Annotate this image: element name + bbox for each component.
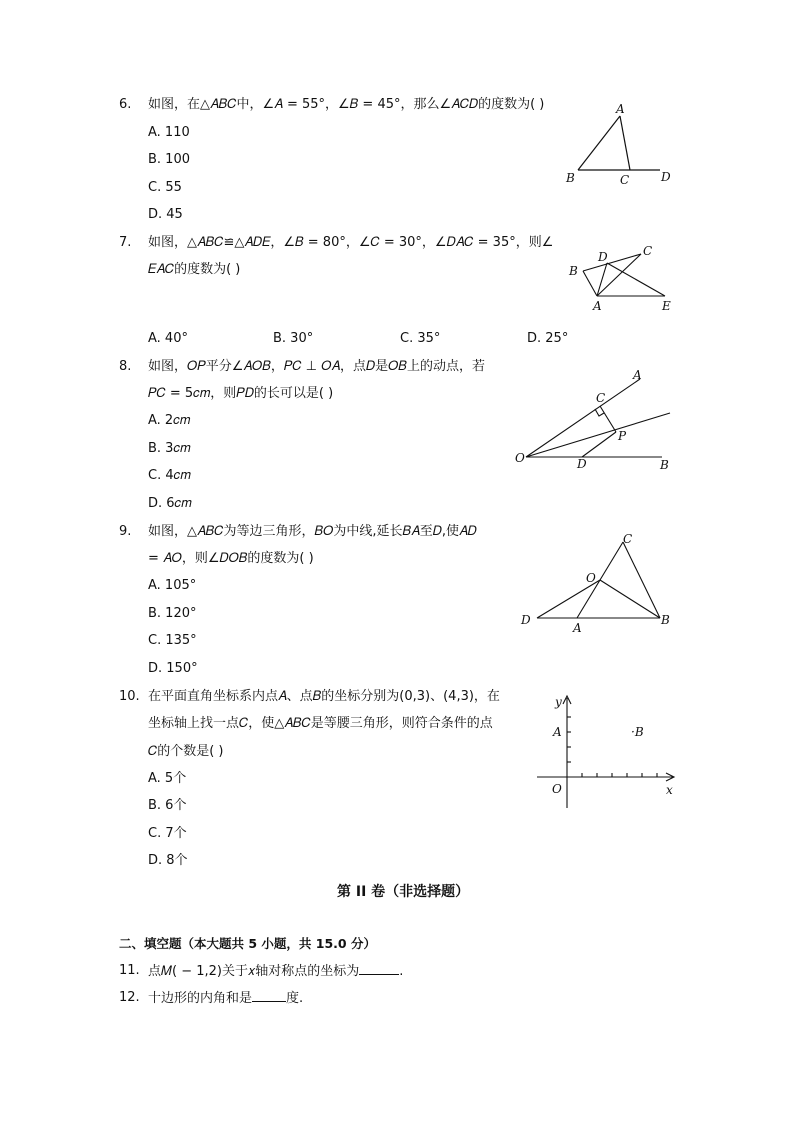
q12-stem [148,989,303,1008]
q10-stem-line2: 坐标轴上找一点𝐶，使△𝐴𝐵𝐶是等腰三角形，则符合条件的点 [148,716,493,731]
q8-stem-line2: 𝑃𝐶 = 5𝑐𝑚，则𝑃𝐷的长可以是( ) [148,386,334,401]
q9-stem-line2: = 𝐴𝑂，则∠𝐷𝑂𝐵的度数为( ) [148,551,314,566]
q10-figure [535,690,680,810]
q6-label-c: C [620,173,630,187]
q6-label-b: B [566,171,575,185]
q6-option-a: A. 110 [148,125,190,140]
q7-number: 7. [119,235,132,250]
q12-text: 十边形的内角和是 [148,991,253,1006]
q8-label-p: P [618,429,627,443]
q8-number: 8. [119,359,132,374]
q7-label-d: D [598,250,608,264]
q10-option-c: C. 7个 [148,826,187,841]
q9-label-c: C [623,532,633,546]
q8-figure [512,365,677,475]
q9-option-d: D. 150° [148,661,198,676]
section2-title: 二、填空题（本大题共 5 小题，共 15.0 分） [119,936,376,951]
q6-label-a: A [616,102,625,116]
q6-label-d: D [661,170,671,184]
q7-stem-line1: 如图，△𝐴𝐵𝐶≌△𝐴𝐷𝐸，∠𝐵 = 80°，∠𝐶 = 30°，∠𝐷𝐴𝐶 = 35°，则∠ [148,235,554,250]
q9-option-a: A. 105° [148,578,197,593]
q9-label-d: D [521,613,531,627]
q6-stem: 如图，在△𝐴𝐵𝐶中，∠𝐴 = 55°，∠𝐵 = 45°，那么∠𝐴𝐶𝐷的度数为( ) [148,97,545,112]
part2-title: 第 II 卷（非选择题） [337,884,470,900]
q9-number: 9. [119,524,132,539]
q7-figure [565,240,680,315]
q10-stem-line1: 在平面直角坐标系内点𝐴、点𝐵的坐标分别为(0,3)、(4,3)，在 [148,689,500,704]
q8-option-c: C. 4𝑐𝑚 [148,468,191,483]
q7-option-d: D. 25° [527,331,569,346]
q12-answer-blank[interactable] [252,989,286,1002]
q6-number: 6. [119,97,132,112]
q9-option-c: C. 135° [148,633,197,648]
q11-number: 11. [119,963,140,978]
q10-label-y: y [555,695,562,709]
q6-option-d: D. 45 [148,207,183,222]
q7-option-b: B. 30° [273,331,314,346]
q8-label-b: B [660,458,669,472]
q11-stem [148,962,403,981]
q7-label-e: E [662,299,671,313]
q9-label-b: B [661,613,670,627]
q9-stem-line1: 如图，△𝐴𝐵𝐶为等边三角形，𝐵𝑂为中线,延长𝐵𝐴至𝐷,使𝐴𝐷 [148,524,477,539]
q6-option-c: C. 55 [148,180,182,195]
q10-option-a: A. 5个 [148,771,187,786]
q10-label-o: O [552,782,562,796]
q12-end: 度. [286,991,304,1006]
q10-label-x: x [666,783,673,797]
q11-end: . [399,964,404,979]
q8-label-c: C [596,391,606,405]
q9-figure [515,528,680,638]
q8-label-o: O [515,451,525,465]
q10-number: 10. [119,689,140,704]
q6-option-b: B. 100 [148,152,190,167]
q7-label-b: B [569,264,578,278]
q8-stem-line1: 如图，𝑂𝑃平分∠𝐴𝑂𝐵，𝑃𝐶 ⊥ 𝑂𝐴，点𝐷是𝑂𝐵上的动点，若 [148,359,485,374]
q9-option-b: B. 120° [148,606,197,621]
q12-number: 12. [119,990,140,1005]
q6-figure [560,100,680,190]
q10-option-d: D. 8个 [148,853,188,868]
q10-option-b: B. 6个 [148,798,187,813]
q8-option-b: B. 3𝑐𝑚 [148,441,191,456]
q10-label-a: A [553,725,562,739]
q7-option-c: C. 35° [400,331,441,346]
q11-text: 点𝑀( − 1,2)关于𝑥轴对称点的坐标为 [148,964,360,979]
q7-label-a: A [593,299,602,313]
q8-option-a: A. 2𝑐𝑚 [148,413,191,428]
q8-label-d: D [577,457,587,471]
q10-stem-line3: 𝐶的个数是( ) [148,744,224,759]
q7-stem-line2: 𝐸𝐴𝐶的度数为( ) [148,262,241,277]
q8-option-d: D. 6𝑐𝑚 [148,496,192,511]
q11-answer-blank[interactable] [359,962,399,975]
q9-label-a: A [573,621,582,635]
q7-label-c: C [643,244,653,258]
q9-label-o: O [586,571,596,585]
q8-label-a: A [633,368,642,382]
q10-label-b: ·B [631,725,644,739]
q7-option-a: A. 40° [148,331,188,346]
